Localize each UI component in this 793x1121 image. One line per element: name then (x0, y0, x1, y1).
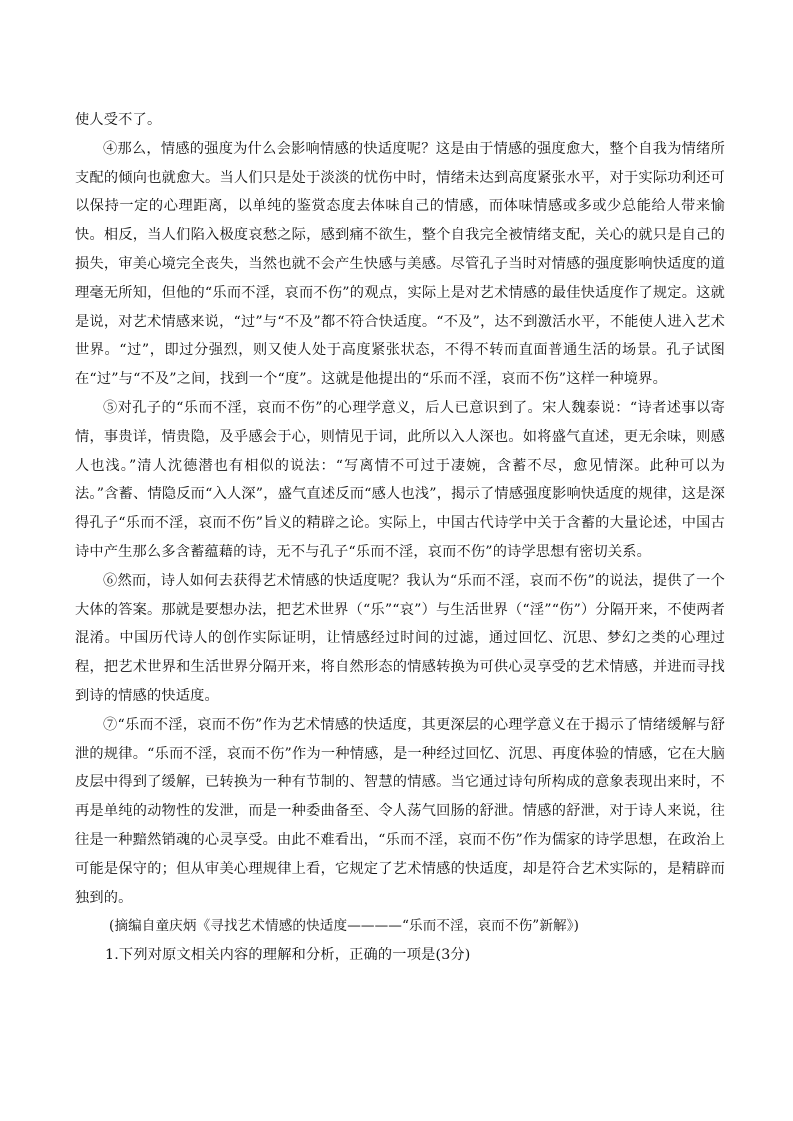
paragraph-7: ⑦“乐而不淫，哀而不伤”作为艺术情感的快适度，其更深层的心理学意义在于揭示了情绪缓解与舒泄的规律。“乐而不淫，哀而不伤”作为一种情感，是一种经过回忆、沉思、再度体验的情感，它在大脑皮层中得到了缓解，已转换为一种有节制的、智慧的情感。当它通过诗句所构成的意象表现出来时，不再是单纯的动物性的发泄，而是一种委曲备至、令人荡气回肠的舒泄。情感的舒泄，对于诗人来说，往往是一种黯然销魂的心灵享受。由此不难看出，“乐而不淫，哀而不伤”作为儒家的诗学思想，在政治上可能是保守的；但从审美心理规律上看，它规定了艺术情感的快适度，却是符合艺术实际的，是精辟而独到的。 (75, 716, 725, 906)
source-citation: (摘编自童庆炳《寻找艺术情感的快适度————“乐而不淫，哀而不伤”新解》) (109, 918, 579, 935)
question-1: 1.下列对原文相关内容的理解和分析，正确的一项是(3分) (105, 947, 471, 964)
paragraph-4: ④那么，情感的强度为什么会影响情感的快适度呢？这是由于情感的强度愈大，整个自我为情绪所支配的倾向也就愈大。当人们只是处于淡淡的忧伤中时，情绪未达到高度紧张水平，对于实际功利还可以保持一定的心理距离，以单纯的鉴赏态度去体味自己的情感，而体味情感或多或少总能给人带来愉快。相反，当人们陷入极度哀愁之际，感到痛不欲生，整个自我完全被情绪支配，关心的就只是自己的损失，审美心境完全丧失，当然也就不会产生快感与美感。尽管孔子当时对情感的强度影响快适度的道理毫无所知，但他的“乐而不淫，哀而不伤”的观点，实际上是对艺术情感的最佳快适度作了规定。这就是说，对艺术情感来说，“过”与“不及”都不符合快适度。“不及”，达不到激活水平，不能使人进入艺术世界。“过”，即过分强烈，则又使人处于高度紧张状态，不得不转而直面普通生活的场景。孔子试图在“过”与“不及”之间，找到一个“度”。这就是他提出的“乐而不淫，哀而不伤”这样一种境界。 (75, 140, 725, 388)
article-body (75, 106, 725, 970)
paragraph-6: ⑥然而，诗人如何去获得艺术情感的快适度呢？我认为“乐而不淫，哀而不伤”的说法，提供了一个大体的答案。那就是要想办法，把艺术世界（“乐”“哀”）与生活世界（“淫”“伤”）分隔开来，不使两者混淆。中国历代诗人的创作实际证明，让情感经过时间的过滤，通过回忆、沉思、梦幻之类的心理过程，把艺术世界和生活世界分隔开来，将自然形态的情感转换为可供心灵享受的艺术情感，并进而寻找到诗的情感的快适度。 (75, 572, 725, 704)
paragraph-5: ⑤对孔子的“乐而不淫，哀而不伤”的心理学意义，后人已意识到了。宋人魏泰说：“诗者述事以寄情，事贵详，情贵隐，及乎感会于心，则情见于词，此所以入人深也。如将盛气直述，更无余味，则感人也浅。”清人沈德潜也有相似的说法：“写离情不可过于凄婉，含蓄不尽，愈见情深。此种可以为法。”含蓄、情隐反而“入人深”，盛气直述反而“感人也浅”，揭示了情感强度影响快适度的规律，这是深得孔子“乐而不淫，哀而不伤”旨义的精辟之论。实际上，中国古代诗学中关于含蓄的大量论述，中国古诗中产生那么多含蓄蕴藉的诗，无不与孔子“乐而不淫，哀而不伤”的诗学思想有密切关系。 (75, 399, 725, 560)
paragraph-continuation: 使人受不了。 (75, 112, 162, 128)
